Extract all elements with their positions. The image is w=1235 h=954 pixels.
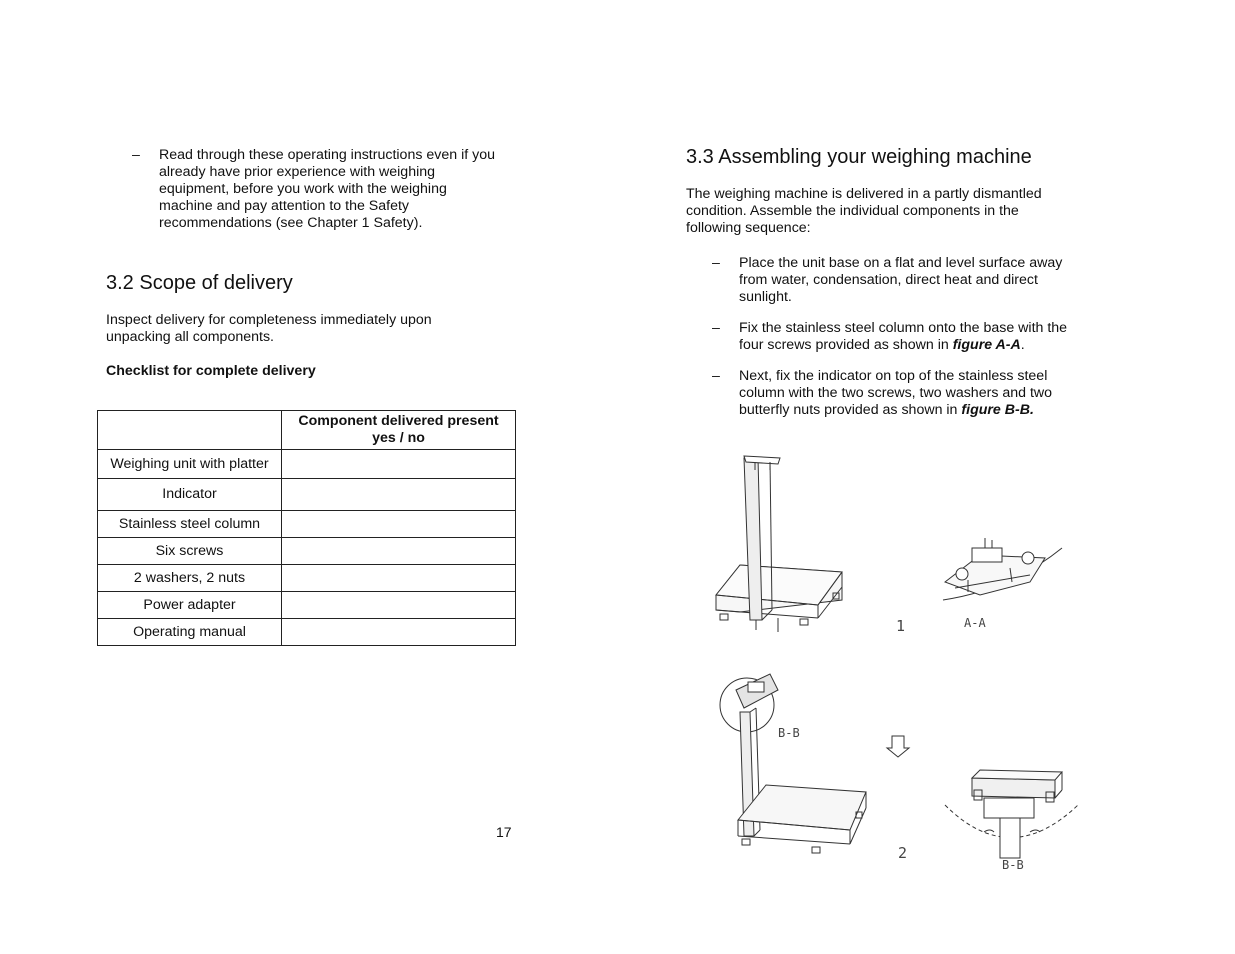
table-cell-component: Weighing unit with platter	[98, 450, 282, 479]
bullet-dash: –	[712, 255, 720, 271]
header-line: Component delivered present	[298, 413, 499, 429]
assembly-step-1	[739, 255, 1062, 306]
table-row	[98, 565, 516, 592]
text-line	[739, 402, 1052, 419]
table-row	[98, 592, 516, 619]
table-row	[98, 511, 516, 538]
scale-base-step1-drawing	[716, 456, 842, 632]
section-title-assembling: 3.3 Assembling your weighing machine	[686, 146, 1032, 168]
scope-intro-paragraph	[106, 312, 432, 346]
table-row	[98, 538, 516, 565]
step-1-number: 1	[896, 617, 906, 635]
table-cell-checkbox[interactable]	[282, 538, 516, 565]
text-span: four screws provided as shown in	[739, 337, 953, 353]
table-cell-component: Indicator	[98, 479, 282, 511]
text-line: from water, condensation, direct heat and direct	[739, 272, 1038, 288]
header-line: yes / no	[372, 430, 425, 446]
assembly-step-3	[739, 368, 1052, 419]
bullet-dash: –	[712, 368, 720, 384]
checklist-title: Checklist for complete delivery	[106, 363, 316, 379]
table-cell-checkbox[interactable]	[282, 450, 516, 479]
table-cell-component: 2 washers, 2 nuts	[98, 565, 282, 592]
text-line: condition. Assemble the individual components in the	[686, 203, 1019, 219]
bullet-dash: –	[132, 147, 140, 163]
detail-a-a-label: A-A	[964, 616, 986, 630]
detail-a-a-drawing	[943, 538, 1062, 600]
step-2-number: 2	[898, 844, 908, 862]
text-line: machine and pay attention to the Safety	[159, 198, 410, 214]
detail-b-b-label: B-B	[778, 726, 800, 740]
text-line: unpacking all components.	[106, 329, 274, 345]
table-row	[98, 479, 516, 511]
table-cell-component: Power adapter	[98, 592, 282, 619]
table-cell-checkbox[interactable]	[282, 592, 516, 619]
text-line: equipment, before you work with the weighing	[159, 181, 447, 197]
table-cell-checkbox[interactable]	[282, 619, 516, 646]
text-line: column with the two screws, two washers and two	[739, 385, 1053, 401]
table-header-row	[98, 411, 516, 450]
text-line: Place the unit base on a flat and level surface away	[739, 255, 1063, 271]
table-cell-checkbox[interactable]	[282, 565, 516, 592]
table-cell-checkbox[interactable]	[282, 511, 516, 538]
delivery-checklist-table	[97, 410, 516, 646]
section-title-scope-of-delivery: 3.2 Scope of delivery	[106, 272, 293, 294]
scale-assembled-step2-drawing	[720, 674, 866, 853]
table-header-present	[282, 411, 516, 450]
text-line: Next, fix the indicator on top of the stainless steel	[739, 368, 1048, 384]
text-line: following sequence:	[686, 220, 811, 236]
text-line: Read through these operating instructions even if you	[159, 147, 495, 163]
table-cell-checkbox[interactable]	[282, 479, 516, 511]
bullet-dash: –	[712, 320, 720, 336]
figure-reference-a-a: figure A-A	[952, 337, 1021, 353]
table-row	[98, 450, 516, 479]
down-arrow-icon	[887, 736, 909, 757]
table-cell-component: Six screws	[98, 538, 282, 565]
table-header-component	[98, 411, 282, 450]
assembly-step-2	[739, 320, 1067, 354]
page-number: 17	[496, 824, 512, 840]
text-span: .	[1020, 337, 1025, 353]
text-line	[739, 337, 1067, 354]
text-line: Inspect delivery for completeness immediately upon	[106, 312, 432, 328]
assembling-intro-paragraph	[686, 186, 1042, 237]
text-line: sunlight.	[739, 289, 792, 305]
text-line: Fix the stainless steel column onto the base with the	[739, 320, 1068, 336]
intro-bullet-text	[159, 147, 495, 232]
table-cell-component: Stainless steel column	[98, 511, 282, 538]
detail-b-b-drawing	[945, 770, 1078, 858]
text-line: recommendations (see Chapter 1 Safety).	[159, 215, 423, 231]
text-span: butterfly nuts provided as shown in	[739, 402, 962, 418]
text-line: The weighing machine is delivered in a partly dismantled	[686, 186, 1042, 202]
figure-reference-b-b: figure B-B.	[961, 402, 1034, 418]
text-line: already have prior experience with weighing	[159, 164, 436, 180]
detail-b-b-label-bottom: B-B	[1002, 858, 1024, 872]
table-row	[98, 619, 516, 646]
table-cell-component: Operating manual	[98, 619, 282, 646]
assembly-figure	[700, 450, 1100, 880]
